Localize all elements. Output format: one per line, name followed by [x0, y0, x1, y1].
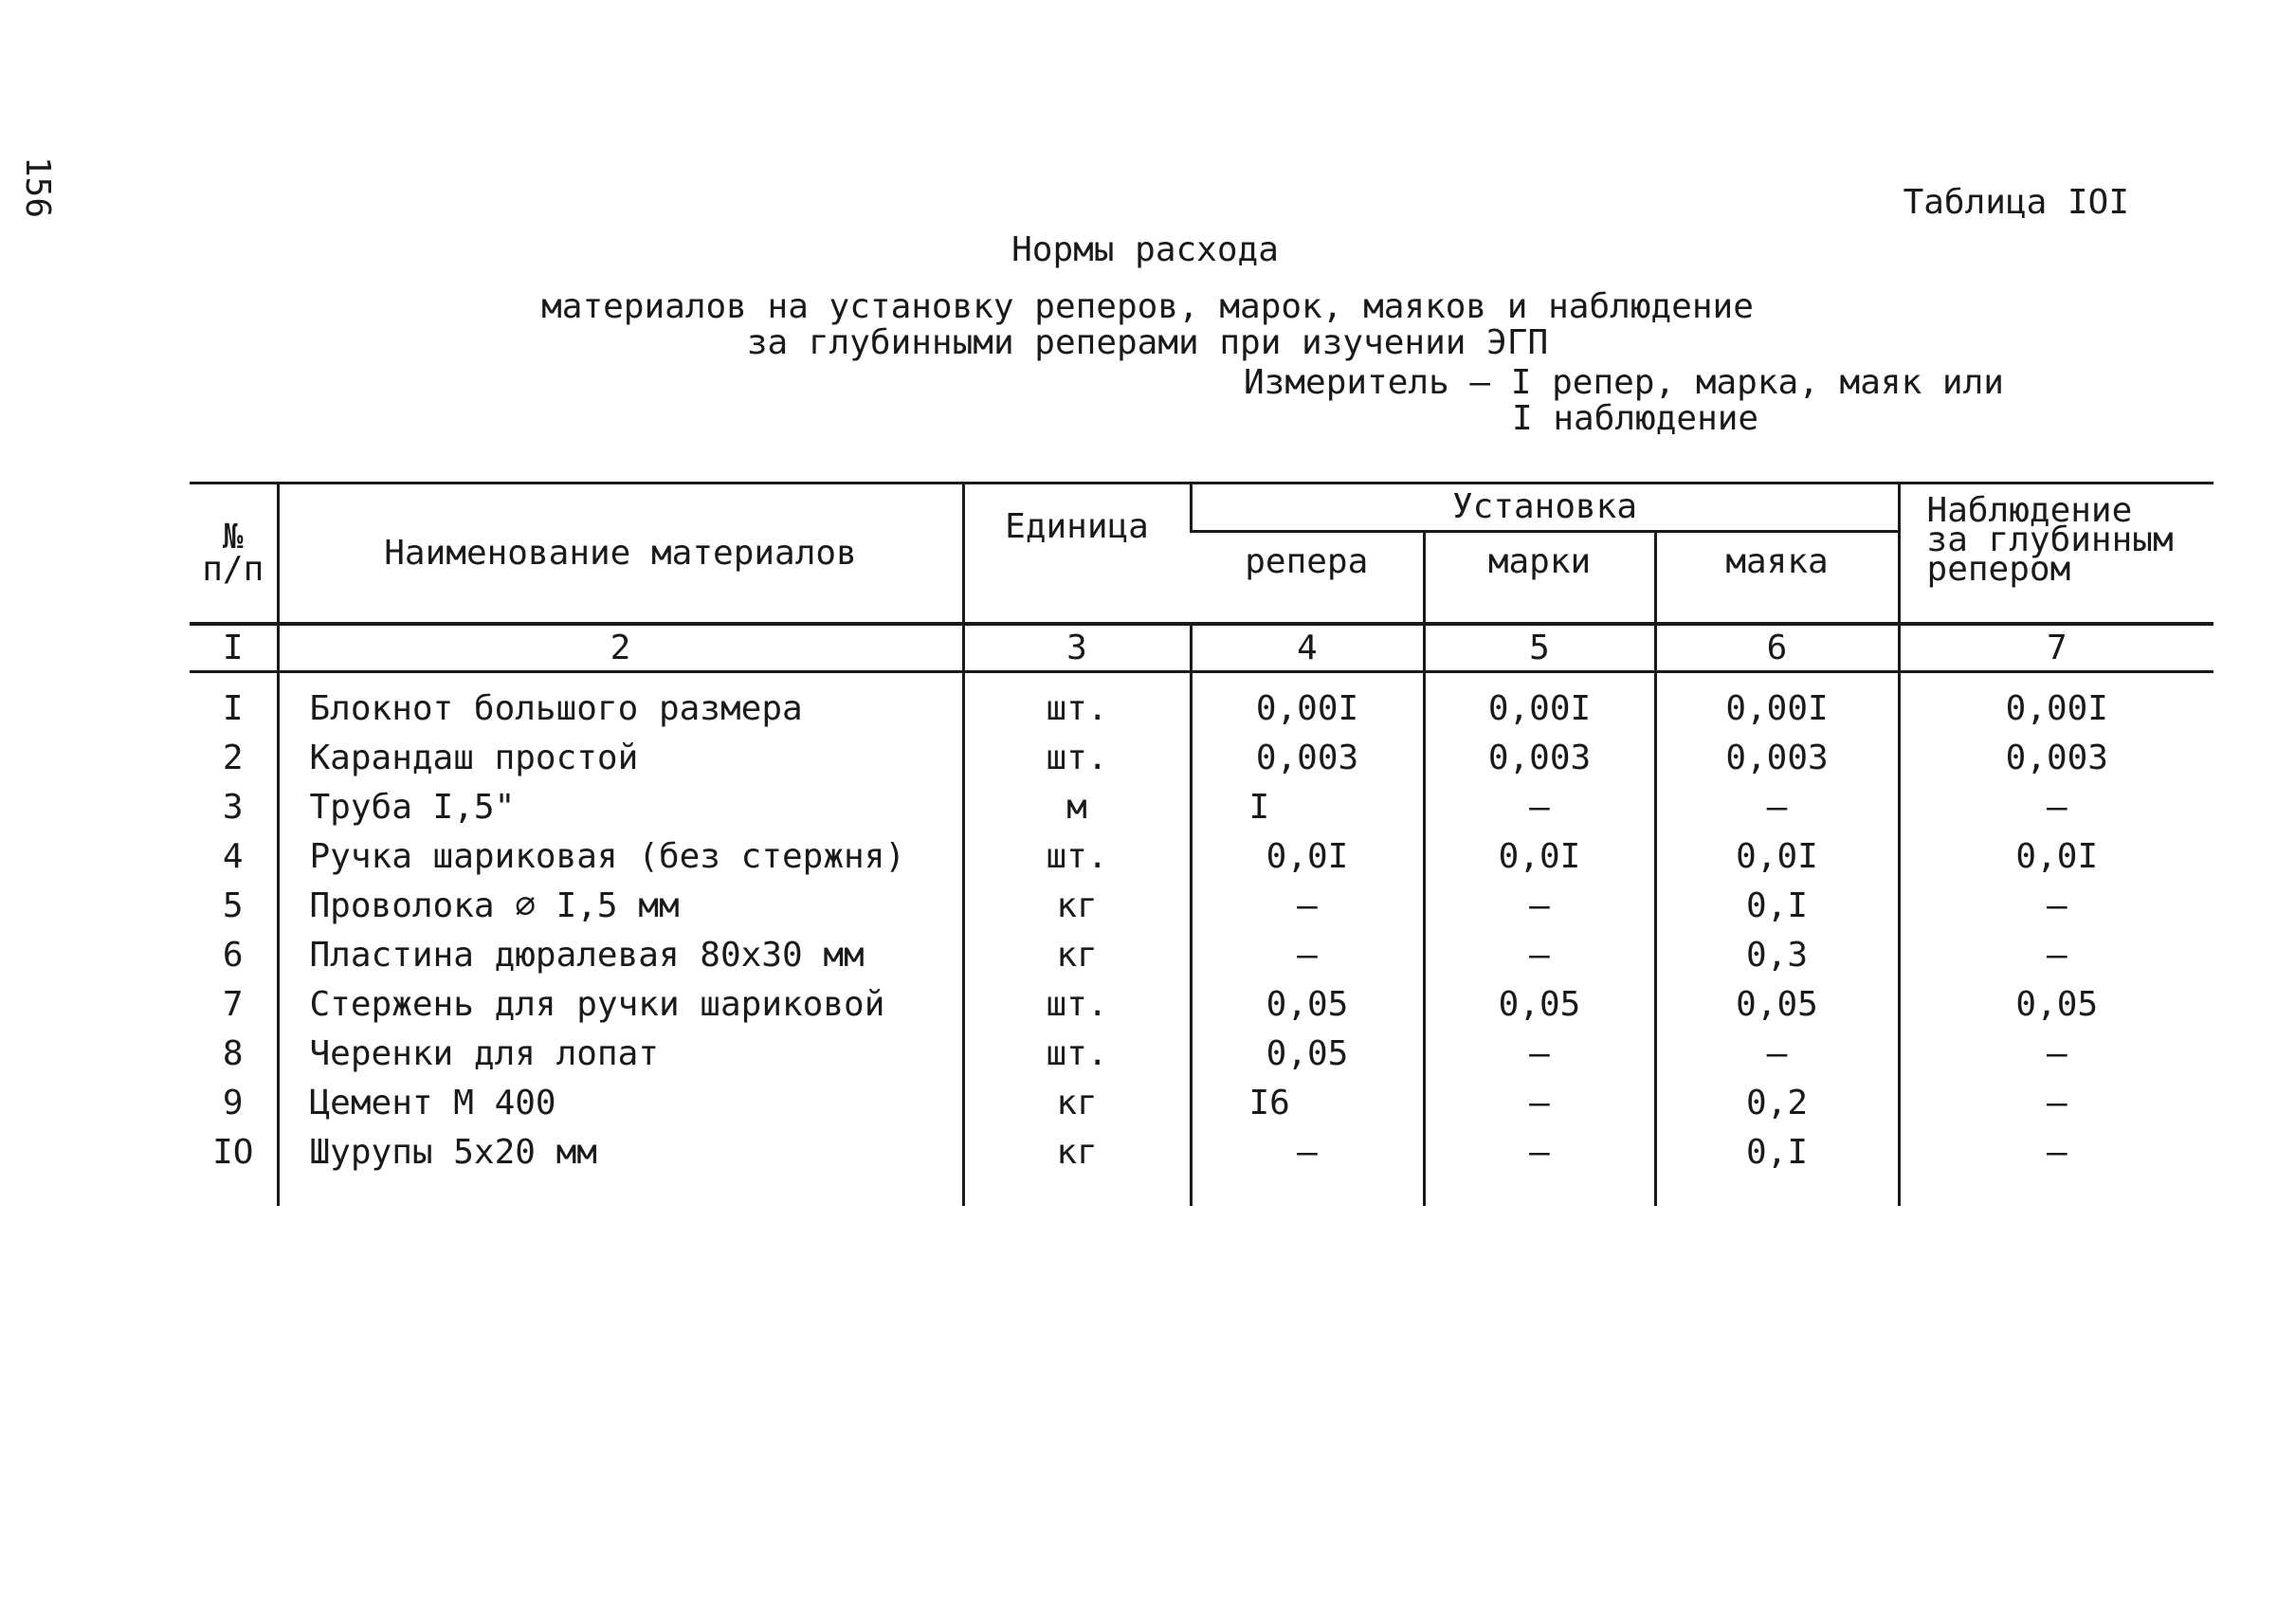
row-unit: кг — [963, 931, 1191, 980]
row-marka: – — [1424, 1079, 1655, 1128]
row-mayak: 0,2 — [1655, 1079, 1899, 1128]
row-mayak: – — [1655, 1030, 1899, 1079]
row-num: IO — [212, 1133, 254, 1172]
page-number: 156 — [18, 156, 57, 219]
table-row — [190, 672, 2213, 735]
row-reper: 0,003 — [1191, 734, 1424, 783]
header-name: Наименование материалов — [278, 484, 963, 625]
header-num — [190, 484, 278, 625]
row-marka: 0,003 — [1424, 734, 1655, 783]
table-row — [190, 832, 2213, 882]
row-unit: шт. — [963, 832, 1191, 882]
row-marka: 0,0I — [1424, 832, 1655, 882]
column-number: 5 — [1424, 624, 1655, 672]
row-marka: – — [1424, 1128, 1655, 1206]
table-row — [190, 980, 2213, 1030]
row-name: Шурупы 5х20 мм — [278, 1128, 963, 1206]
column-number: 4 — [1191, 624, 1424, 672]
row-obs: – — [1899, 1128, 2213, 1206]
row-obs: – — [1899, 931, 2213, 980]
column-number: 2 — [278, 624, 963, 672]
row-reper: 0,00I — [1191, 672, 1424, 735]
row-unit: кг — [963, 1128, 1191, 1206]
row-obs: 0,00I — [1899, 672, 2213, 735]
row-mayak: – — [1655, 783, 1899, 832]
row-obs: 0,05 — [1899, 980, 2213, 1030]
row-reper: – — [1191, 1128, 1424, 1206]
row-unit: шт. — [963, 734, 1191, 783]
row-mayak: 0,05 — [1655, 980, 1899, 1030]
column-number: 6 — [1655, 624, 1899, 672]
row-num: 7 — [222, 985, 244, 1024]
row-num: 9 — [222, 1084, 244, 1122]
table-row — [190, 1030, 2213, 1079]
measure-line-2: I наблюдение — [1512, 399, 1759, 438]
header-sub-marka: марки — [1424, 532, 1655, 625]
row-marka: – — [1424, 783, 1655, 832]
row-name: Труба I,5" — [278, 783, 963, 832]
header-sub-reper: репера — [1245, 542, 1369, 581]
column-numbers-row — [190, 624, 2213, 672]
header-observation — [1899, 484, 2213, 625]
row-reper: – — [1191, 882, 1424, 931]
row-obs: – — [1899, 882, 2213, 931]
row-marka: 0,00I — [1424, 672, 1655, 735]
table-body — [190, 672, 2213, 1207]
column-number: I — [190, 624, 278, 672]
row-marka: – — [1424, 882, 1655, 931]
header-obs-line-2: за глубинным — [1926, 520, 2174, 559]
row-unit: м — [963, 783, 1191, 832]
header-unit: Единица — [963, 484, 1191, 625]
column-number: 3 — [963, 624, 1191, 672]
row-unit: кг — [963, 882, 1191, 931]
row-mayak: 0,I — [1655, 882, 1899, 931]
header-obs-line-3: репером — [1926, 550, 2071, 589]
row-num: 3 — [222, 788, 244, 827]
row-num: I — [222, 689, 244, 728]
row-num: 6 — [222, 936, 244, 975]
row-mayak: 0,I — [1655, 1128, 1899, 1206]
row-obs: 0,0I — [1899, 832, 2213, 882]
table-label: Таблица IOI — [1903, 183, 2129, 222]
row-num: 5 — [222, 886, 244, 925]
row-mayak: 0,003 — [1655, 734, 1899, 783]
row-name: Стержень для ручки шариковой — [278, 980, 963, 1030]
row-name: Цемент М 400 — [278, 1079, 963, 1128]
row-reper: I — [1191, 783, 1424, 832]
row-name: Ручка шариковая (без стержня) — [278, 832, 963, 882]
row-reper: I6 — [1191, 1079, 1424, 1128]
row-name: Проволока ∅ I,5 мм — [278, 882, 963, 931]
row-reper: 0,05 — [1191, 1030, 1424, 1079]
measure-note — [1244, 365, 2004, 437]
norms-table — [190, 482, 2213, 1206]
row-obs: – — [1899, 1079, 2213, 1128]
measure-line-1: Измеритель – I репер, марка, маяк или — [1244, 363, 2004, 402]
row-marka: – — [1424, 1030, 1655, 1079]
header-obs-line-1: Наблюдение — [1926, 491, 2133, 530]
table-row — [190, 783, 2213, 832]
row-name: Черенки для лопат — [278, 1030, 963, 1079]
row-name: Пластина дюралевая 80х30 мм — [278, 931, 963, 980]
title-line-2: материалов на установку реперов, марок, маяков и наблюдение — [541, 287, 1754, 326]
row-unit: кг — [963, 1079, 1191, 1128]
column-number: 7 — [1899, 624, 2213, 672]
row-obs: – — [1899, 783, 2213, 832]
title-main: Нормы расхода — [1011, 230, 1279, 269]
row-obs: 0,003 — [1899, 734, 2213, 783]
row-name: Карандаш простой — [278, 734, 963, 783]
row-mayak: 0,3 — [1655, 931, 1899, 980]
table-row — [190, 1128, 2213, 1206]
row-reper: 0,05 — [1191, 980, 1424, 1030]
row-reper: 0,0I — [1191, 832, 1424, 882]
table-row — [190, 931, 2213, 980]
row-marka: – — [1424, 931, 1655, 980]
row-mayak: 0,00I — [1655, 672, 1899, 735]
row-unit: шт. — [963, 980, 1191, 1030]
row-mayak: 0,0I — [1655, 832, 1899, 882]
table-row — [190, 734, 2213, 783]
row-marka: 0,05 — [1424, 980, 1655, 1030]
table-row — [190, 1079, 2213, 1128]
row-obs: – — [1899, 1030, 2213, 1079]
table-row — [190, 882, 2213, 931]
row-num: 2 — [222, 739, 244, 777]
header-num-pp: п/п — [202, 549, 264, 589]
header-install-group: Установка — [1191, 484, 1899, 532]
row-num: 8 — [222, 1034, 244, 1073]
header-sub-mayak: маяка — [1655, 532, 1899, 625]
row-unit: шт. — [963, 672, 1191, 735]
title-block — [0, 232, 2295, 361]
title-line-3: за глубинными реперами при изучении ЭГП — [746, 323, 1549, 362]
header-num-sign: № — [222, 517, 244, 557]
row-name: Блокнот большого размера — [278, 672, 963, 735]
row-num: 4 — [222, 837, 244, 876]
row-unit: шт. — [963, 1030, 1191, 1079]
row-reper: – — [1191, 931, 1424, 980]
norms-table-wrap — [190, 482, 2213, 1206]
